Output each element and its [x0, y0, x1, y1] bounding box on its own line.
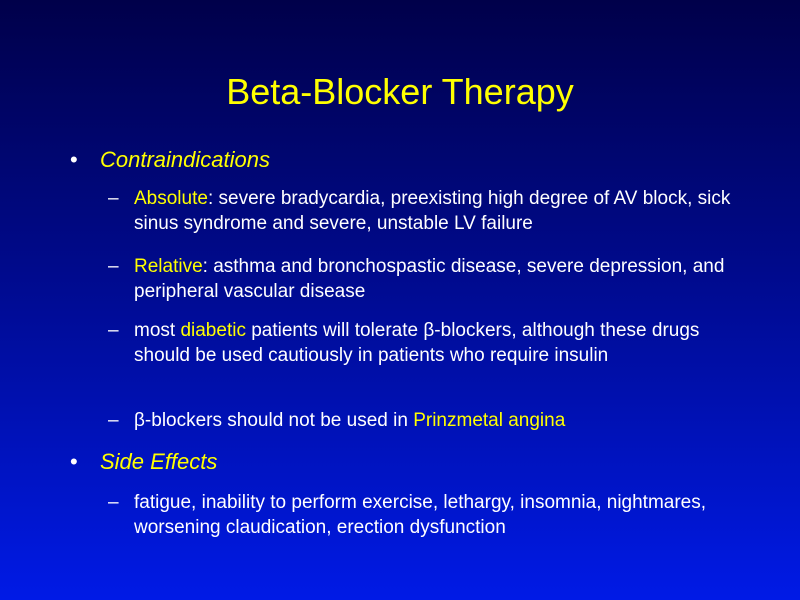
- sub-item-prinzmetal: [108, 408, 748, 433]
- sub-item-diabetic: [108, 318, 748, 368]
- sub-item-rest: : severe bradycardia, preexisting high degree of AV block, sick sinus syndrome and severe, unstable LV failure: [134, 188, 731, 234]
- highlight-relative: Relative: [134, 256, 203, 277]
- sub-item-text: [134, 186, 748, 236]
- sub-item-text: fatigue, inability to perform exercise, lethargy, insomnia, nightmares, worsening claudication, erection dysfunction: [134, 492, 707, 538]
- bullet-marker: •: [70, 449, 78, 474]
- bullet-label: Contraindications: [100, 147, 270, 172]
- sub-item-after: patients will tolerate β-blockers, although these drugs should be used cautiously in patients who require insulin: [134, 320, 700, 366]
- dash-marker: –: [108, 256, 119, 277]
- dash-marker: –: [108, 320, 119, 341]
- dash-marker: –: [108, 492, 119, 513]
- sub-item-absolute: [108, 186, 748, 236]
- bullet-label: Side Effects: [100, 449, 218, 474]
- sub-item-text: [134, 408, 748, 433]
- sub-item-text: [134, 318, 748, 368]
- sub-item-text: [134, 254, 748, 304]
- sub-item-relative: [108, 254, 748, 304]
- highlight-absolute: Absolute: [134, 188, 208, 209]
- highlight-prinzmetal: Prinzmetal angina: [413, 410, 566, 431]
- bullet-marker: •: [70, 147, 78, 172]
- slide-title: Beta-Blocker Therapy: [226, 71, 574, 112]
- dash-marker: –: [108, 188, 119, 209]
- dash-marker: –: [108, 410, 119, 431]
- highlight-diabetic: diabetic: [180, 320, 246, 341]
- sub-item-before: β-blockers should not be used in: [134, 410, 414, 431]
- sub-item-rest: : asthma and bronchospastic disease, severe depression, and peripheral vascular disease: [134, 256, 725, 302]
- sub-item-side-effects: [108, 490, 748, 540]
- sub-item-before: most: [134, 320, 181, 341]
